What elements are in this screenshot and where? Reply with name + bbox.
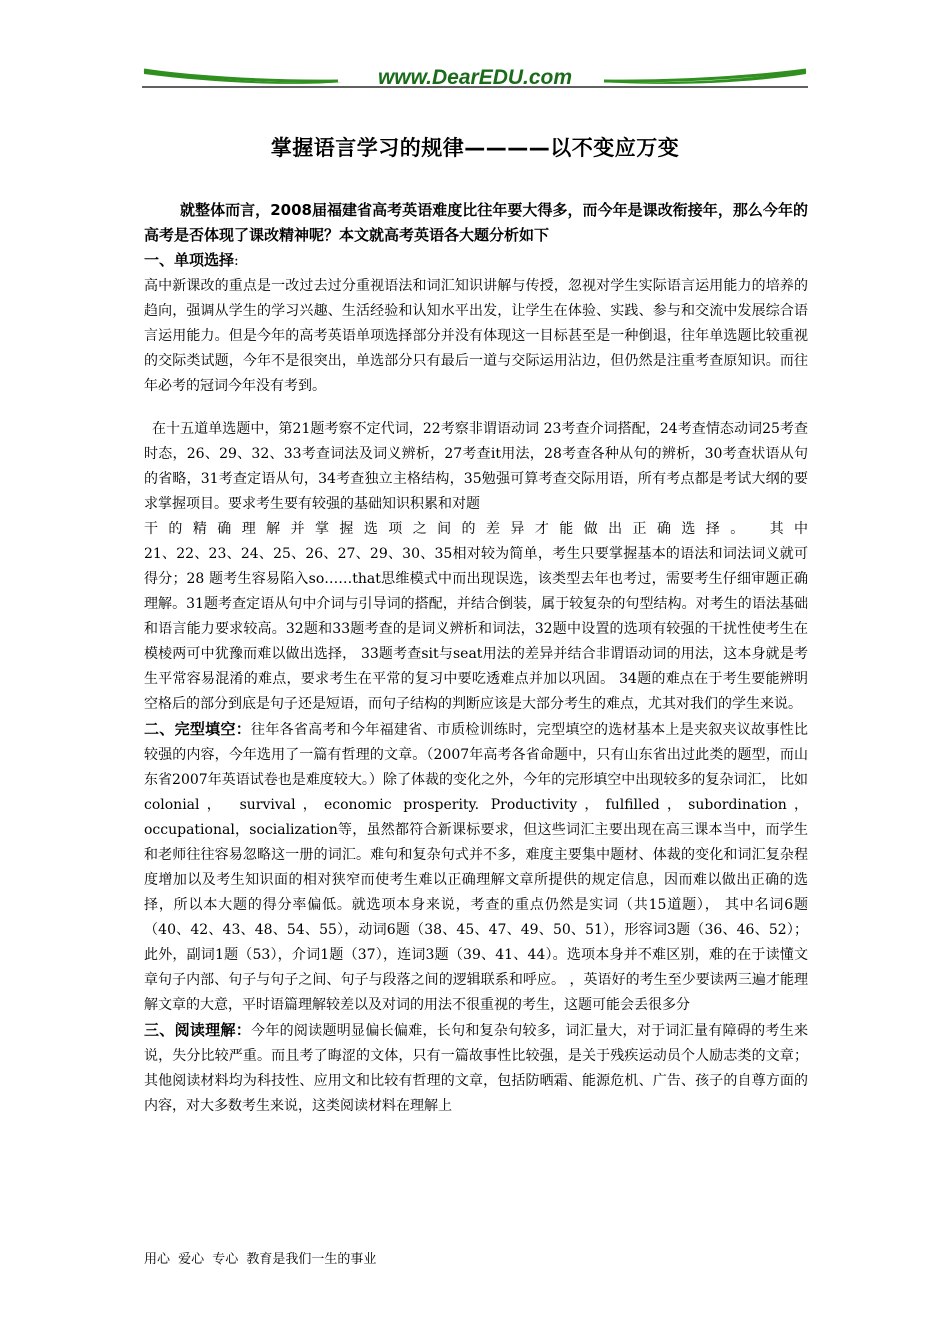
section-2-text: 往年各省高考和今年福建省、市质检训练时，完型填空的选材基本上是夹叙夹议故事性比较强的内容，今年选用了一篇有哲理的文章。（2007年高考各省命题中，只有山东省出过此类的题型，而山东省2007年英语试卷也是难度较大。）除了体裁的变化之外，今年的完形填空中出现较多的复杂词汇， 比如colonial， survival，economic prosperity. Productivity，fulfilled，subordination，occupational，socialization等，虽然都符合新课标要求，但这些词汇主要出现在高三课本当中，而学生和老师往往容易忽略这一册的词汇。难句和复杂句式并不多，难度主要集中题材、体裁的变化和词汇复杂程度增加以及考生知识面的相对狭窄而使考生难以正确理解文章所提供的规定信息，因而难以做出正确的选择，所以本大题的得分率偏低。就选项本身来说，考查的重点仍然是实词（共15道题）， 其中名词6题（40、42、43、48、54、55），动词6题（38、45、47、49、50、51），形容词3题（36、46、52）；此外，副词1题（53），介词1题（37），连词3题（39、41、44）。选项本身并不难区别，难的在于读懂文章句子内部、句子与句子之间、句子与段落之间的逻辑联系和呼应。 ，英语好的考生至少要读两三遍才能理解文章的大意，平时语篇理解较差以及对词的用法不很重视的考生，这题可能会丢很多分 — [144, 722, 808, 1013]
section-1-paragraph-2-spread-line: 干的精确理解并掌握选项之间的差异才能做出正确选择。 其中 — [144, 521, 808, 537]
page-title: 掌握语言学习的规律————以不变应万变 — [270, 136, 680, 160]
page-footer: 用心 爱心 专心 教育是我们一生的事业 — [144, 1252, 377, 1267]
swoosh-banner-graphic — [142, 60, 808, 96]
section-3-paragraph — [144, 1018, 808, 1119]
section-1-heading: 一、单项选择 — [144, 251, 235, 269]
section-1-heading-suffix: : — [234, 253, 239, 269]
section-1-paragraph-2b: 21、22、23、24、25、26、27、29、30、35相对较为简单，考生只要掌握基本的语法和词法词义就可得分；28 题考生容易陷入so……that思维模式中而出现误选，该类型去年也考过，需要考生仔细审题正确理解。31题考查定语从句中介词与引导词的搭配，并结合倒装，属于较复杂的句型结构。对考生的语法基础和语言能力要求较高。32题和33题考查的是词义辨析和词法，32题中设置的选项有较强的干扰性使考生在模棱两可中犹豫而难以做出选择， 33题考查sit与seat用法的差异并结合非谓语动词的用法，这本身就是考生平常容易混淆的难点，要求考生在平常的复习中要吃透难点并加以巩固。 34题的难点在于考生要能辨明空格后的部分到底是句子还是短语，而句子结构的判断应该是大部分考生的难点，尤其对我们的学生来说。 — [144, 546, 808, 712]
article-body — [144, 198, 808, 1119]
section-2-heading: 二、完型填空： — [144, 720, 252, 738]
section-3-text: 今年的阅读题明显偏长偏难，长句和复杂句较多，词汇量大，对于词汇量有障碍的考生来说，失分比较严重。而且考了晦涩的文体，只有一篇故事性比较强，是关于残疾运动员个人励志类的文章；其他阅读材料均为科技性、应用文和比较有哲理的文章，包括防晒霜、能源危机、广告、孩子的自尊方面的内容，对大多数考生来说，这类阅读材料在理解上 — [144, 1023, 808, 1114]
section-2-paragraph — [144, 717, 808, 1018]
section-1-paragraph-1: 高中新课改的重点是一改过去过分重视语法和词汇知识讲解与传授，忽视对学生实际语言运用能力的培养的趋向，强调从学生的学习兴趣、生活经验和认知水平出发，让学生在体验、实践、参与和交流中发展综合语言运用能力。但是今年的高考英语单项选择部分并没有体现这一目标甚至是一种倒退，往年单选题比较重视的交际类试题，今年不是很突出，单选部分只有最后一道与交际运用沾边，但仍然是注重考查原知识。而往年必考的冠词今年没有考到。 — [144, 278, 808, 394]
section-1-paragraph-2a: 在十五道单选题中，第21题考察不定代词，22考察非谓语动词 23考查介词搭配，24考查情态动词25考查时态，26、29、32、33考查词法及词义辨析，27考查it用法，28考查各种从句的辨析，30考查状语从句的省略，31考查定语从句，34考查独立主格结构，35勉强可算考查交际用语，所有考点都是考试大纲的要求掌握项目。要求考生要有较强的基础知识积累和对题 — [144, 421, 808, 512]
intro-paragraph: 就整体而言，2008届福建省高考英语难度比往年要大得多，而今年是课改衔接年，那么今年的高考是否体现了课改精神呢？本文就高考英语各大题分析如下 — [144, 201, 808, 244]
site-name: www.DearEDU.com — [377, 66, 573, 89]
section-1-header — [144, 248, 808, 274]
header-banner — [142, 60, 808, 96]
section-3-heading: 三、阅读理解： — [144, 1021, 252, 1039]
